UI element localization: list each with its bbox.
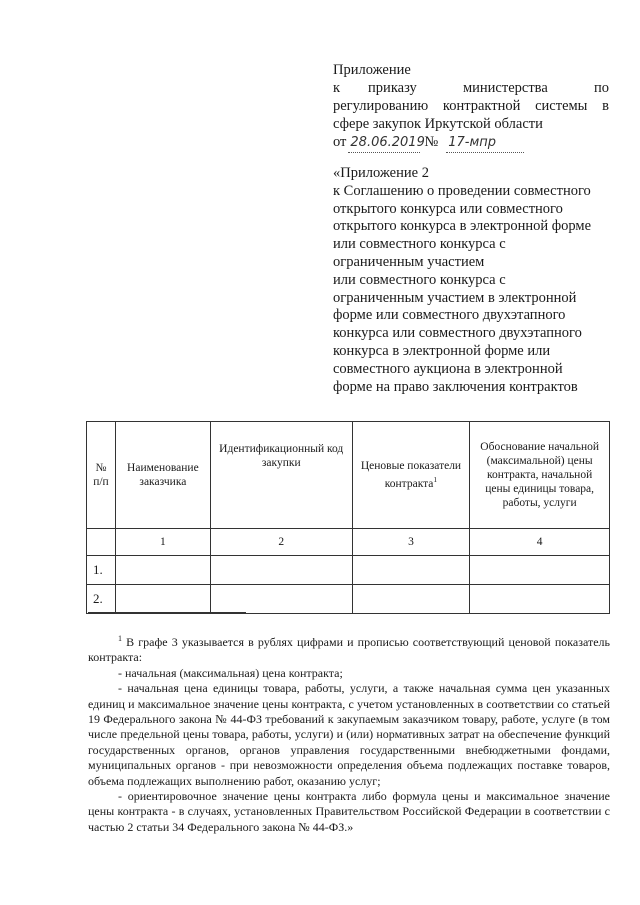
row-index: 1.: [87, 556, 116, 585]
table-cell: [470, 585, 610, 614]
footnote-item: - начальная цена единицы товара, работы, услуги, а также начальная сумма цен указанных единиц и максимальное значение цены контракта, с учетом установленных в соответствии со статьей 19 Федерального закона № 44-ФЗ требований к закупаемым заказчиком товару, работе, услуге (в том числе предельной цены товара, работы, услуги) и (или) нормативных затрат на обеспечение функций государственных органов, органов управления государственными внебюджетными фондами, муниципальных органов - при невозможности определения объема подлежащих поставке товаров, объема подлежащих выполнению работ, оказанию услуг;: [88, 681, 610, 788]
appendix2-line: ограниченным участием в электронной: [333, 289, 577, 306]
appendix-title: Приложение: [333, 62, 411, 78]
appendix-block: [333, 61, 609, 151]
handwritten-date: 28.06.2019: [348, 134, 420, 153]
appendix2-line: ограниченным участием: [333, 253, 485, 270]
appendix2-title: «Приложение 2: [333, 165, 429, 181]
row-index: 2.: [87, 585, 116, 614]
table-row: [87, 556, 610, 585]
appendix2-line: или совместного конкурса с: [333, 236, 506, 253]
appendix2-line: совместного аукциона в электронной: [333, 360, 563, 377]
column-number: [87, 529, 116, 556]
appendix2-line: или совместного конкурса с: [333, 271, 506, 288]
appendix-line-1: [333, 79, 609, 97]
footnote-block: [88, 631, 610, 835]
handwritten-number: 17-мпр: [446, 134, 524, 153]
header-cell-purchase-code: Идентификационный код закупки: [210, 422, 352, 529]
table-header-row: [87, 422, 610, 529]
table-cell: [115, 585, 210, 614]
table-cell: [352, 556, 470, 585]
appendix2-line: форме или совместного двухэтапного: [333, 307, 566, 324]
appendix2-line: открытого конкурса или совместного: [333, 200, 563, 217]
footnote-divider: [88, 612, 246, 613]
appendix-order-ref: приказу министерства по: [368, 80, 609, 96]
column-number: 2: [210, 529, 352, 556]
number-label: №: [424, 134, 439, 150]
footnote-intro: [88, 631, 610, 666]
footnote-item: - начальная (максимальная) цена контракта;: [118, 665, 343, 680]
appendix2-line: форме на право заключения контрактов: [333, 378, 578, 395]
header-cell-justification: Обоснование начальной (максимальной) цены контракта, начальной цены единицы товара, работы, услуги: [470, 422, 610, 529]
footnote-ref: 1: [433, 475, 438, 485]
appendix2-block: [333, 165, 609, 396]
appendix2-line: открытого конкурса в электронной форме: [333, 218, 592, 235]
footnote-mark: 1: [118, 634, 122, 643]
appendix2-line: к Соглашению о проведении совместного: [333, 182, 591, 199]
footnote-intro-text: В графе 3 указывается в рублях цифрами и прописью соответствующий ценовой показатель контракта:: [88, 635, 611, 665]
header-cell-price: [352, 422, 470, 529]
table-cell: [210, 556, 352, 585]
from-label: от: [333, 134, 347, 150]
column-number-row: [87, 529, 610, 556]
header-price-label: Ценовые показатели контракта: [360, 460, 462, 490]
table-cell: [352, 585, 470, 614]
header-cell-number: № п/п: [87, 422, 116, 529]
column-number: 1: [115, 529, 210, 556]
appendix-to: к: [333, 80, 341, 96]
appendix-line-3: сфере закупок Иркутской области: [333, 116, 543, 132]
table-row: [87, 585, 610, 614]
header-cell-customer: Наименование заказчика: [115, 422, 210, 529]
column-number: 4: [470, 529, 610, 556]
column-number: 3: [352, 529, 470, 556]
footnote-item: - ориентировочное значение цены контракта либо формула цены и максимальное значение цены контракта - в случаях, установленных Правительством Российской Федерации в соответствии с частью 2 статьи 34 Федерального закона № 44-ФЗ.»: [88, 789, 610, 834]
contract-table: [86, 421, 610, 614]
appendix2-line: конкурса или совместного двухэтапного: [333, 325, 582, 342]
table-cell: [115, 556, 210, 585]
appendix-date-line: [333, 133, 609, 151]
table-cell: [470, 556, 610, 585]
appendix2-line: конкурса в электронной форме или: [333, 342, 551, 359]
appendix-line-2: регулированию контрактной системы в: [333, 98, 609, 114]
table-cell: [210, 585, 352, 614]
